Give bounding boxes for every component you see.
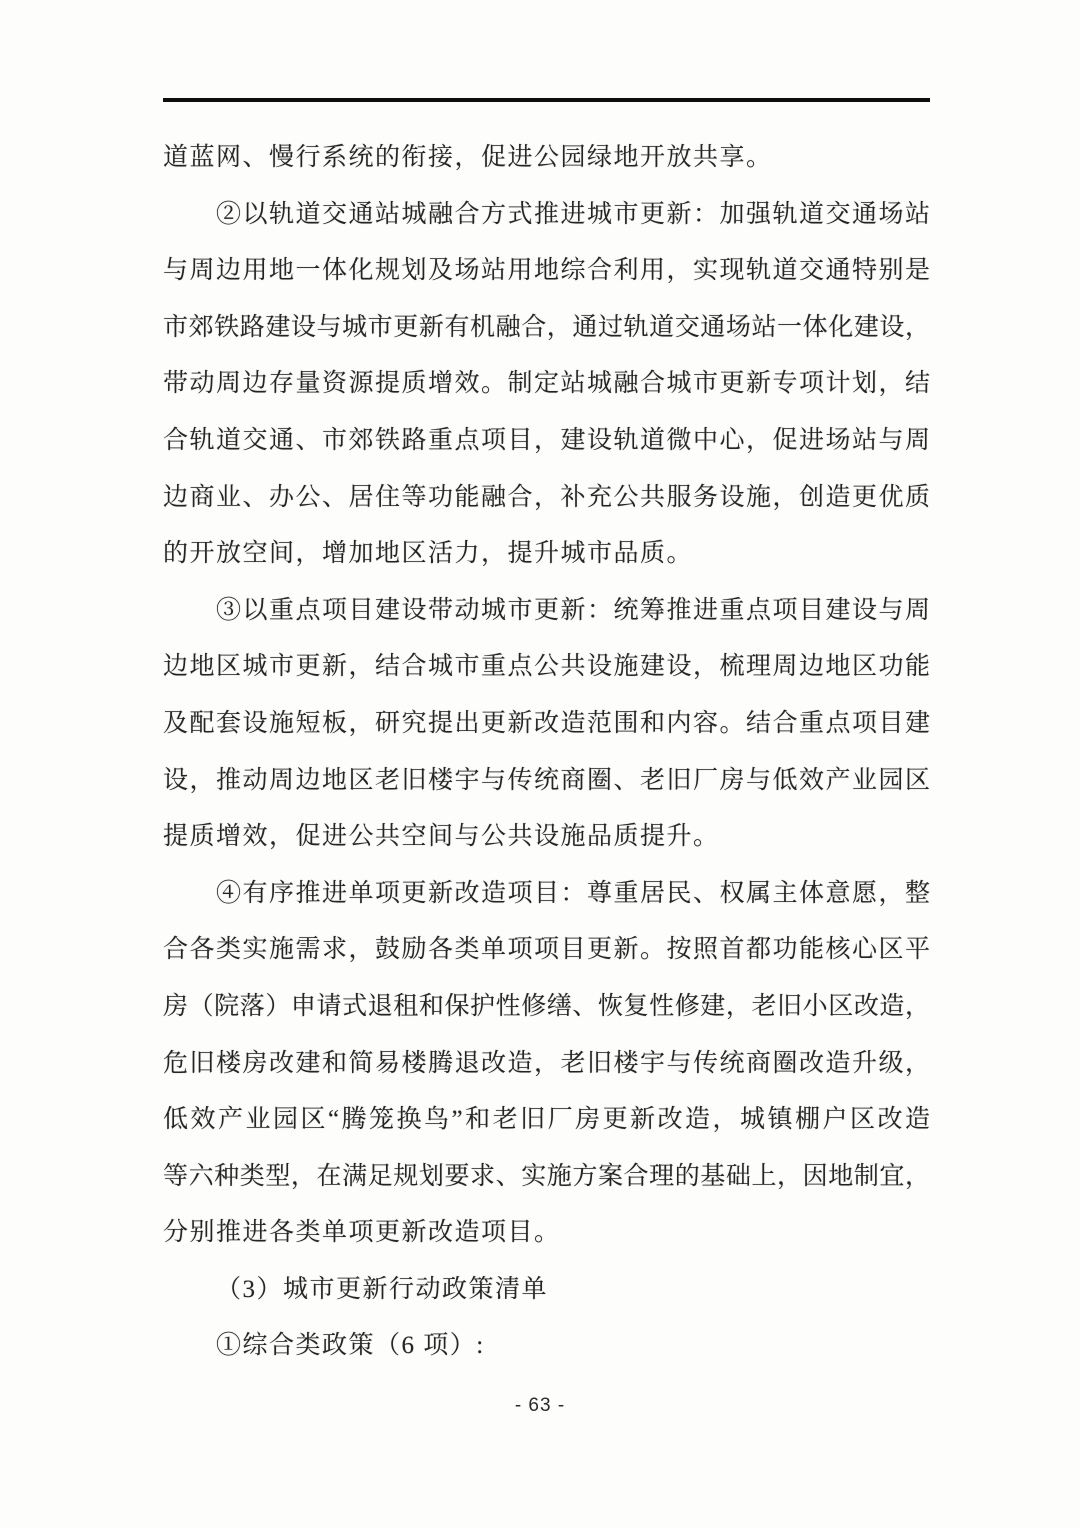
- text-line: 提质增效，促进公共空间与公共设施品质提升。: [163, 823, 720, 851]
- text-line: 及配套设施短板，研究提出更新改造范围和内容。结合重点项目建: [163, 709, 930, 737]
- text-line: 等六种类型，在满足规划要求、实施方案合理的基础上，因地制宜，: [163, 1162, 930, 1190]
- text-line: 市郊铁路建设与城市更新有机融合，通过轨道交通场站一体化建设，: [163, 313, 930, 341]
- text-line: 边商业、办公、居住等功能融合，补充公共服务设施，创造更优质: [163, 483, 930, 511]
- text-line: 合轨道交通、市郊铁路重点项目，建设轨道微中心，促进场站与周: [163, 426, 930, 454]
- text-line: ③以重点项目建设带动城市更新：统筹推进重点项目建设与周: [216, 596, 930, 624]
- text-line: 危旧楼房改建和简易楼腾退改造，老旧楼宇与传统商圈改造升级，: [163, 1049, 930, 1077]
- text-line: 合各类实施需求，鼓励各类单项项目更新。按照首都功能核心区平: [163, 936, 930, 964]
- text-line: （3）城市更新行动政策清单: [216, 1275, 549, 1303]
- body-text: [163, 130, 930, 1375]
- text-line: 低效产业园区“腾笼换鸟”和老旧厂房更新改造，城镇棚户区改造: [163, 1106, 930, 1134]
- text-line: 边地区城市更新，结合城市重点公共设施建设，梳理周边地区功能: [163, 653, 930, 681]
- text-line: 设，推动周边地区老旧楼宇与传统商圈、老旧厂房与低效产业园区: [163, 766, 930, 794]
- text-line: ①综合类政策（6 项）:: [216, 1332, 485, 1360]
- text-line: 带动周边存量资源提质增效。制定站城融合城市更新专项计划，结: [163, 370, 930, 398]
- header-rule: [163, 98, 930, 102]
- text-line: 的开放空间，增加地区活力，提升城市品质。: [163, 540, 694, 568]
- page-number: - 63 -: [514, 1395, 566, 1416]
- text-line: 与周边用地一体化规划及场站用地综合利用，实现轨道交通特别是: [163, 257, 930, 285]
- text-line: ④有序推进单项更新改造项目：尊重居民、权属主体意愿，整: [216, 879, 930, 907]
- text-line: 房（院落）申请式退租和保护性修缮、恢复性修建，老旧小区改造，: [163, 992, 930, 1020]
- text-line: ②以轨道交通站城融合方式推进城市更新：加强轨道交通场站: [216, 200, 930, 228]
- text-line: 道蓝网、慢行系统的衔接，促进公园绿地开放共享。: [163, 144, 773, 171]
- text-line: 分别推进各类单项更新改造项目。: [163, 1219, 561, 1247]
